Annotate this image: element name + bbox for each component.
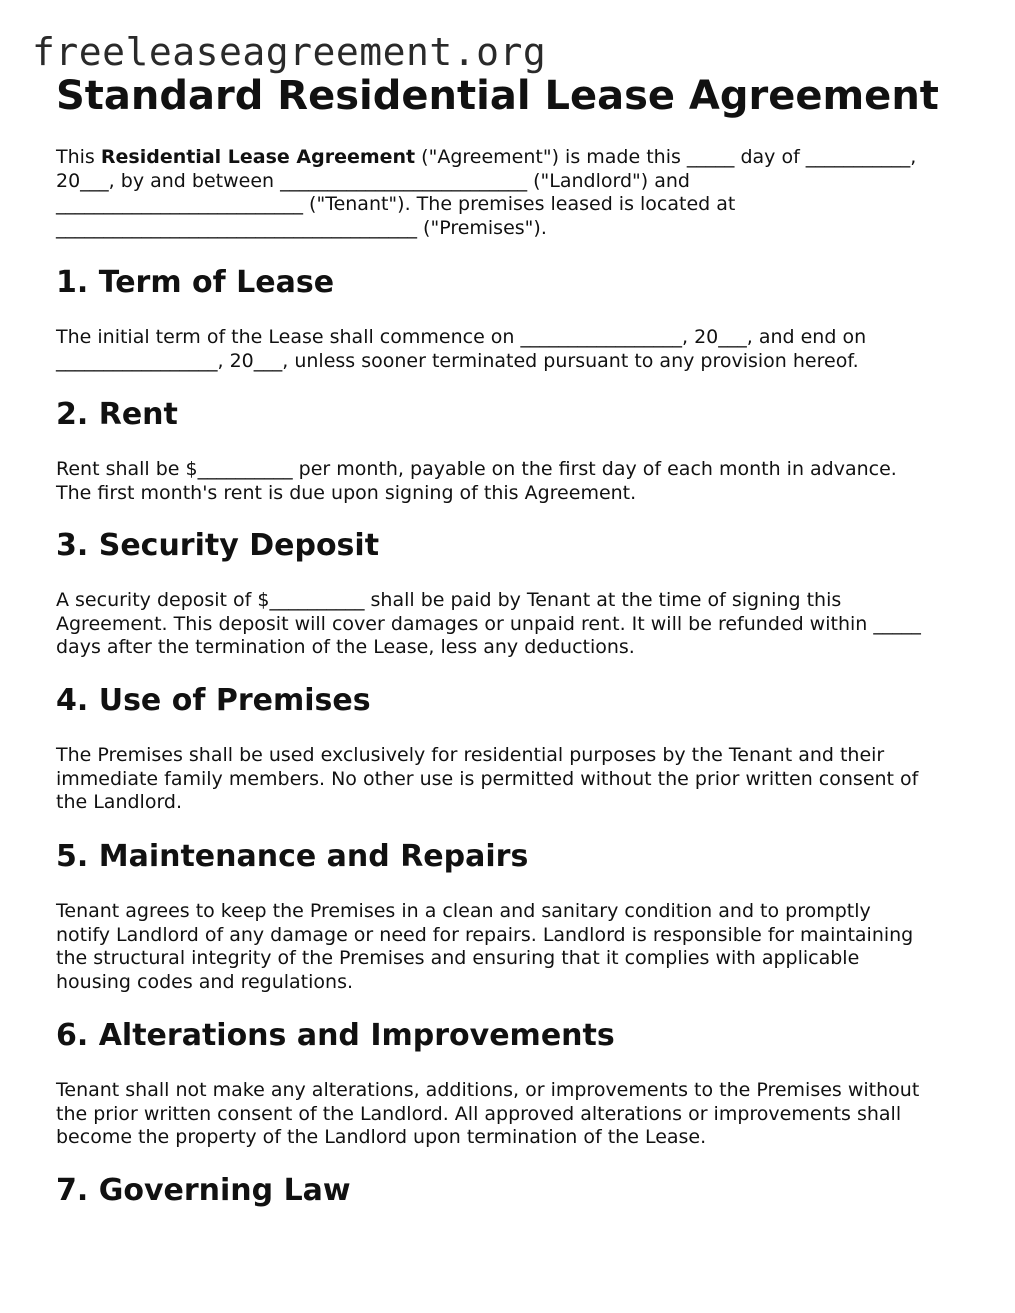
section-body-term-of-lease [56,326,866,373]
intro-line-1: This Residential Lease Agreement ("Agreement") is made this _____ day of ___________, [56,146,917,168]
section-line: Tenant agrees to keep the Premises in a clean and sanitary condition and to promptly [56,900,871,922]
intro-line-4: ______________________________________ ("Premises"). [56,216,547,239]
intro-line-3: __________________________ ("Tenant"). The premises leased is located at [56,193,736,215]
section-line: Rent shall be $__________ per month, payable on the first day of each month in advance. [56,458,897,480]
section-heading-alterations-and-improvements: 6. Alterations and Improvements [56,1018,615,1053]
section-line: The first month's rent is due upon signing of this Agreement. [56,481,637,504]
section-heading-security-deposit: 3. Security Deposit [56,528,380,563]
section-line: The Premises shall be used exclusively for residential purposes by the Tenant and their [56,744,885,766]
document-title: Standard Residential Lease Agreement [56,73,939,119]
section-heading-term-of-lease: 1. Term of Lease [56,265,335,300]
section-line: The initial term of the Lease shall commence on _________________, 20___, and end on [56,326,867,348]
intro-paragraph [56,146,916,240]
section-body-use-of-premises [56,744,918,815]
section-line: housing codes and regulations. [56,970,354,993]
section-line: A security deposit of $__________ shall be paid by Tenant at the time of signing this [56,589,842,611]
section-heading-governing-law: 7. Governing Law [56,1173,351,1208]
section-body-rent [56,458,897,505]
section-line: the Landlord. [56,791,183,813]
section-body-security-deposit [56,589,921,660]
agreement-name-bold: Residential Lease Agreement [100,146,416,168]
section-line: Tenant shall not make any alterations, additions, or improvements to the Premises without [56,1079,920,1101]
section-line: become the property of the Landlord upon termination of the Lease. [56,1126,707,1148]
section-heading-rent: 2. Rent [56,397,178,432]
section-body-maintenance-and-repairs [56,900,913,994]
section-line: days after the termination of the Lease, less any deductions. [56,636,635,658]
section-heading-use-of-premises: 4. Use of Premises [56,683,371,718]
section-line: the prior written consent of the Landlord. All approved alterations or improvements shall [56,1102,902,1125]
section-line: the structural integrity of the Premises and ensuring that it complies with applicable [56,947,860,969]
site-watermark: freeleaseagreement.org [32,30,547,74]
section-line: _________________, 20___, unless sooner terminated pursuant to any provision hereof. [56,349,859,372]
section-line: notify Landlord of any damage or need for repairs. Landlord is responsible for maintaining [56,923,914,946]
section-line: immediate family members. No other use is permitted without the prior written consent of [56,767,919,790]
section-heading-maintenance-and-repairs: 5. Maintenance and Repairs [56,839,529,874]
section-body-alterations-and-improvements [56,1079,919,1150]
section-line: Agreement. This deposit will cover damages or unpaid rent. It will be refunded within _____ [56,612,921,635]
intro-line-2: 20___, by and between __________________________ ("Landlord") and [56,169,690,192]
